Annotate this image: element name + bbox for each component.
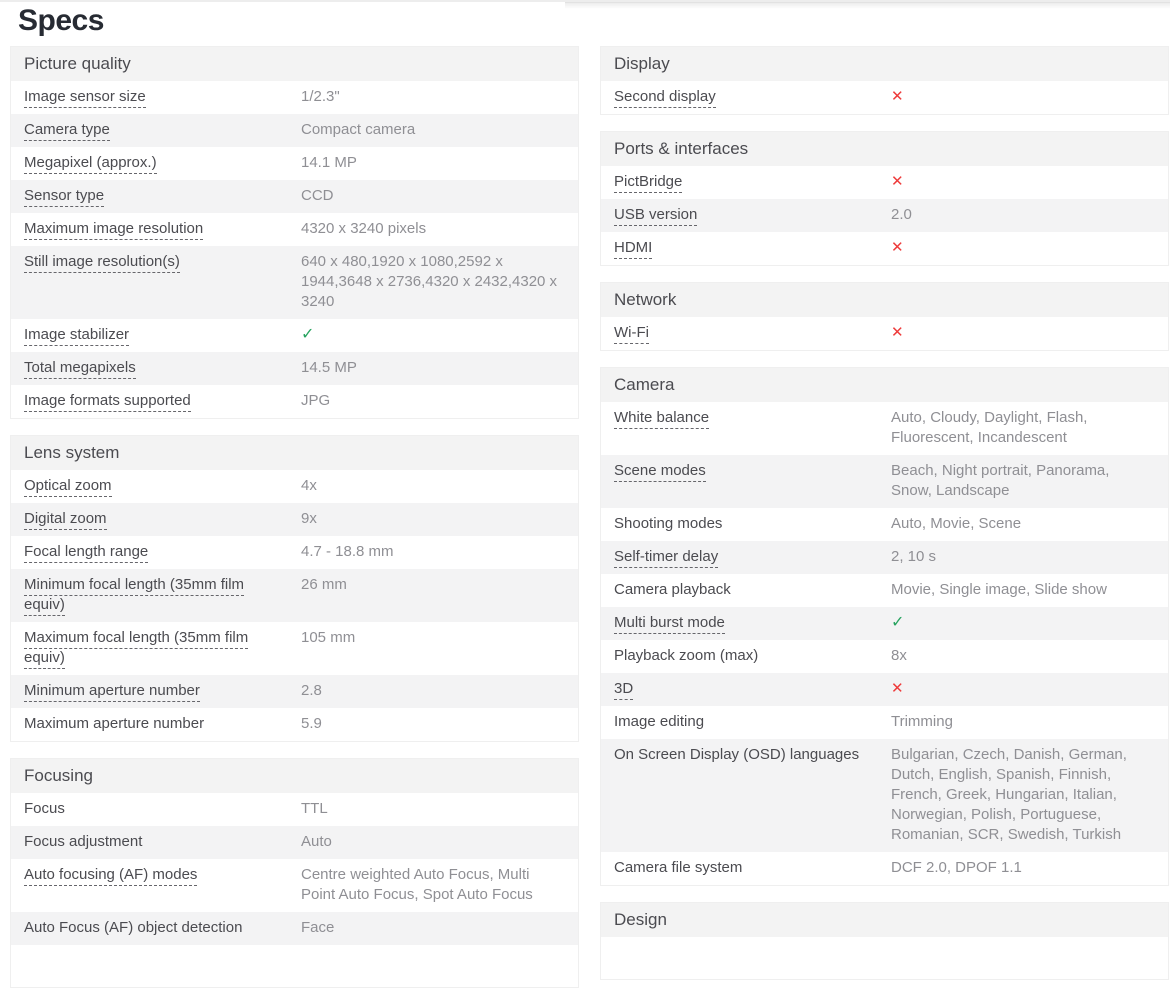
spec-value: 2, 10 s (891, 548, 937, 565)
tooltip-term[interactable]: Digital zoom (24, 510, 107, 530)
spec-label-cell (601, 402, 891, 455)
spec-section (600, 131, 1169, 266)
spec-label-cell (601, 541, 891, 574)
spec-label-cell (11, 569, 301, 622)
spec-value-cell (301, 859, 578, 912)
spec-value-cell (891, 640, 1168, 673)
spec-value-cell (301, 622, 578, 675)
spec-label-cell (11, 859, 301, 912)
tooltip-term[interactable]: Second display (614, 88, 716, 108)
spec-label-cell (601, 574, 891, 607)
spec-row-continued (601, 937, 1168, 979)
spec-value-cell (301, 180, 578, 213)
section-header: Camera (601, 368, 1168, 402)
spec-row (601, 402, 1168, 455)
tooltip-term[interactable]: Focal length range (24, 543, 148, 563)
spec-value-cell (301, 114, 578, 147)
spec-label-cell (601, 81, 891, 114)
spec-row (601, 508, 1168, 541)
specs-columns (0, 46, 1170, 1004)
spec-label-cell (11, 675, 301, 708)
spec-row (11, 859, 578, 912)
spec-value: Trimming (891, 713, 953, 730)
spec-label-cell (11, 114, 301, 147)
section-header: Ports & interfaces (601, 132, 1168, 166)
spec-value-cell (891, 673, 1168, 706)
tooltip-term[interactable]: Image formats supported (24, 392, 191, 412)
spec-label-cell (11, 180, 301, 213)
tooltip-term[interactable]: White balance (614, 409, 709, 429)
spec-row (11, 793, 578, 826)
spec-row (11, 536, 578, 569)
spec-value: CCD (301, 187, 334, 204)
spec-row (601, 81, 1168, 114)
spec-section (10, 758, 579, 988)
spec-value: 2.8 (301, 682, 322, 699)
cross-icon: ✕ (891, 680, 904, 697)
section-header: Design (601, 903, 1168, 937)
tooltip-term[interactable]: Image stabilizer (24, 326, 129, 346)
spec-value-cell (301, 675, 578, 708)
section-header: Network (601, 283, 1168, 317)
spec-value-cell (891, 508, 1168, 541)
spec-value: DCF 2.0, DPOF 1.1 (891, 859, 1022, 876)
spec-row (601, 574, 1168, 607)
spec-value: Centre weighted Auto Focus, Multi Point Auto Focus, Spot Auto Focus (301, 866, 533, 903)
spec-label-cell (601, 317, 891, 350)
spec-value: Auto, Movie, Scene (891, 515, 1022, 532)
spec-section (600, 367, 1169, 886)
tooltip-term[interactable]: HDMI (614, 239, 652, 259)
spec-value: Compact camera (301, 121, 416, 138)
spec-value-cell (301, 708, 578, 741)
tooltip-term[interactable]: USB version (614, 206, 697, 226)
spec-value-cell (891, 541, 1168, 574)
spec-label-cell (11, 352, 301, 385)
spec-value-cell (301, 470, 578, 503)
spec-value: Bulgarian, Czech, Danish, German, Dutch, English, Spanish, Finnish, French, Greek, Hungarian, Italian, Norwegian, Polish, Portuguese, Romanian, SCR, Swedish, Turkish (891, 746, 1127, 843)
spec-section (10, 46, 579, 419)
spec-value-cell (301, 826, 578, 859)
spec-row (601, 640, 1168, 673)
spec-value: 26 mm (301, 576, 347, 593)
spec-row (601, 317, 1168, 350)
spec-row (11, 385, 578, 418)
specs-column-right (600, 46, 1169, 996)
spec-value-cell (891, 199, 1168, 232)
spec-value-cell (301, 569, 578, 622)
spec-row (11, 503, 578, 536)
spec-label-cell (601, 232, 891, 265)
spec-value: 4x (301, 477, 317, 494)
spec-value: 4320 x 3240 pixels (301, 220, 427, 237)
spec-row (601, 541, 1168, 574)
tooltip-term[interactable]: Minimum focal length (35mm film equiv) (24, 576, 244, 616)
spec-value-cell (301, 385, 578, 418)
spec-label-cell (601, 852, 891, 885)
spec-value-cell (891, 574, 1168, 607)
spec-row (11, 675, 578, 708)
spec-value-cell (891, 455, 1168, 508)
spec-row (11, 826, 578, 859)
spec-value: 5.9 (301, 715, 322, 732)
spec-value-cell (891, 166, 1168, 199)
spec-value-cell (301, 81, 578, 114)
tooltip-term[interactable]: Camera type (24, 121, 110, 141)
page-title: Specs (18, 4, 104, 37)
section-header: Picture quality (11, 47, 578, 81)
section-header: Focusing (11, 759, 578, 793)
spec-value-cell (301, 503, 578, 536)
spec-row (601, 706, 1168, 739)
spec-row (11, 147, 578, 180)
spec-value: Face (301, 919, 335, 936)
spec-value: JPG (301, 392, 331, 409)
tooltip-term[interactable]: Total megapixels (24, 359, 136, 379)
specs-column-left (10, 46, 579, 1004)
spec-row (11, 352, 578, 385)
tooltip-term[interactable]: Wi-Fi (614, 324, 649, 344)
spec-label-cell (11, 319, 301, 352)
check-icon: ✓ (891, 614, 905, 631)
tooltip-term[interactable]: Maximum image resolution (24, 220, 203, 240)
spec-value-cell (891, 81, 1168, 114)
spec-value: Beach, Night portrait, Panorama, Snow, Landscape (891, 462, 1110, 499)
spec-label-cell (11, 470, 301, 503)
spec-label-cell (11, 81, 301, 114)
spec-row (601, 199, 1168, 232)
spec-label-cell (601, 739, 891, 852)
spec-row (601, 673, 1168, 706)
tooltip-term[interactable]: Optical zoom (24, 477, 112, 497)
spec-row (11, 569, 578, 622)
spec-label-cell (11, 385, 301, 418)
spec-label-cell (601, 673, 891, 706)
spec-value-cell (301, 352, 578, 385)
spec-row-continued (11, 945, 578, 987)
cross-icon: ✕ (891, 88, 904, 105)
spec-label-cell (11, 246, 301, 319)
spec-row (11, 622, 578, 675)
spec-value-cell (891, 232, 1168, 265)
spec-row (601, 455, 1168, 508)
spec-label-cell (601, 508, 891, 541)
spec-value-cell (891, 739, 1168, 852)
spec-label: Focus (24, 800, 65, 817)
spec-value-cell (301, 793, 578, 826)
spec-label: Focus adjustment (24, 833, 143, 850)
top-divider-shadow (565, 2, 1170, 9)
spec-label: Camera file system (614, 859, 743, 876)
spec-value-cell (301, 319, 578, 352)
cross-icon: ✕ (891, 239, 904, 256)
spec-value-cell (301, 213, 578, 246)
spec-row (11, 246, 578, 319)
spec-label: Shooting modes (614, 515, 723, 532)
spec-label-cell (601, 199, 891, 232)
spec-row (11, 708, 578, 741)
spec-label-cell (11, 503, 301, 536)
spec-label-cell (11, 793, 301, 826)
spec-label-cell (11, 708, 301, 741)
spec-label-cell (601, 640, 891, 673)
spec-row (601, 607, 1168, 640)
tooltip-term[interactable]: Still image resolution(s) (24, 253, 180, 273)
spec-value-cell (301, 147, 578, 180)
section-header: Lens system (11, 436, 578, 470)
tooltip-term[interactable]: PictBridge (614, 173, 682, 193)
spec-value: Movie, Single image, Slide show (891, 581, 1107, 598)
spec-value-cell (891, 706, 1168, 739)
spec-label-cell (11, 147, 301, 180)
spec-section (600, 46, 1169, 115)
spec-label-cell (11, 826, 301, 859)
tooltip-term[interactable]: Scene modes (614, 462, 706, 482)
spec-row (601, 166, 1168, 199)
tooltip-term[interactable]: Self-timer delay (614, 548, 718, 568)
spec-value: Auto (301, 833, 332, 850)
spec-value-cell (891, 317, 1168, 350)
spec-row (11, 81, 578, 114)
spec-value: 640 x 480,1920 x 1080,2592 x 1944,3648 x 2736,4320 x 2432,4320 x 3240 (301, 253, 558, 310)
spec-section (10, 435, 579, 742)
spec-value: 105 mm (301, 629, 356, 646)
tooltip-term[interactable]: Multi burst mode (614, 614, 725, 634)
spec-label: On Screen Display (OSD) languages (614, 746, 860, 763)
tooltip-term[interactable]: Sensor type (24, 187, 104, 207)
spec-value: Auto, Cloudy, Daylight, Flash, Fluorescent, Incandescent (891, 409, 1088, 446)
spec-label-cell (11, 622, 301, 675)
spec-value: 9x (301, 510, 317, 527)
spec-row (11, 912, 578, 945)
spec-value: 14.5 MP (301, 359, 357, 376)
spec-row (601, 739, 1168, 852)
spec-label-cell (601, 455, 891, 508)
spec-value-cell (301, 246, 578, 319)
spec-section (600, 282, 1169, 351)
spec-row (11, 180, 578, 213)
spec-value: 8x (891, 647, 907, 664)
spec-label: Playback zoom (max) (614, 647, 759, 664)
tooltip-term[interactable]: Maximum focal length (35mm film equiv) (24, 629, 248, 669)
spec-label: Auto Focus (AF) object detection (24, 919, 243, 936)
tooltip-term[interactable]: Auto focusing (AF) modes (24, 866, 197, 886)
cross-icon: ✕ (891, 173, 904, 190)
spec-value-cell (301, 536, 578, 569)
spec-value-cell (891, 402, 1168, 455)
spec-label: Maximum aperture number (24, 715, 205, 732)
spec-row (601, 232, 1168, 265)
spec-row (11, 470, 578, 503)
spec-row (11, 114, 578, 147)
spec-label: Camera playback (614, 581, 731, 598)
section-header: Display (601, 47, 1168, 81)
tooltip-term[interactable]: Minimum aperture number (24, 682, 200, 702)
spec-label-cell (11, 213, 301, 246)
spec-label-cell (601, 706, 891, 739)
spec-value-cell (891, 852, 1168, 885)
spec-section (600, 902, 1169, 980)
tooltip-term[interactable]: Megapixel (approx.) (24, 154, 157, 174)
cross-icon: ✕ (891, 324, 904, 341)
spec-row (11, 213, 578, 246)
spec-value-cell (301, 912, 578, 945)
spec-value: 2.0 (891, 206, 912, 223)
spec-label-cell (601, 607, 891, 640)
tooltip-term[interactable]: Image sensor size (24, 88, 146, 108)
spec-value-cell (891, 607, 1168, 640)
spec-value: 14.1 MP (301, 154, 357, 171)
spec-label-cell (11, 536, 301, 569)
spec-row (11, 319, 578, 352)
spec-label-cell (601, 166, 891, 199)
spec-value: TTL (301, 800, 328, 817)
spec-value: 4.7 - 18.8 mm (301, 543, 394, 560)
spec-label: Image editing (614, 713, 705, 730)
spec-value: 1/2.3" (301, 88, 340, 105)
spec-row (601, 852, 1168, 885)
check-icon: ✓ (301, 326, 315, 343)
tooltip-term[interactable]: 3D (614, 680, 633, 700)
spec-label-cell (11, 912, 301, 945)
